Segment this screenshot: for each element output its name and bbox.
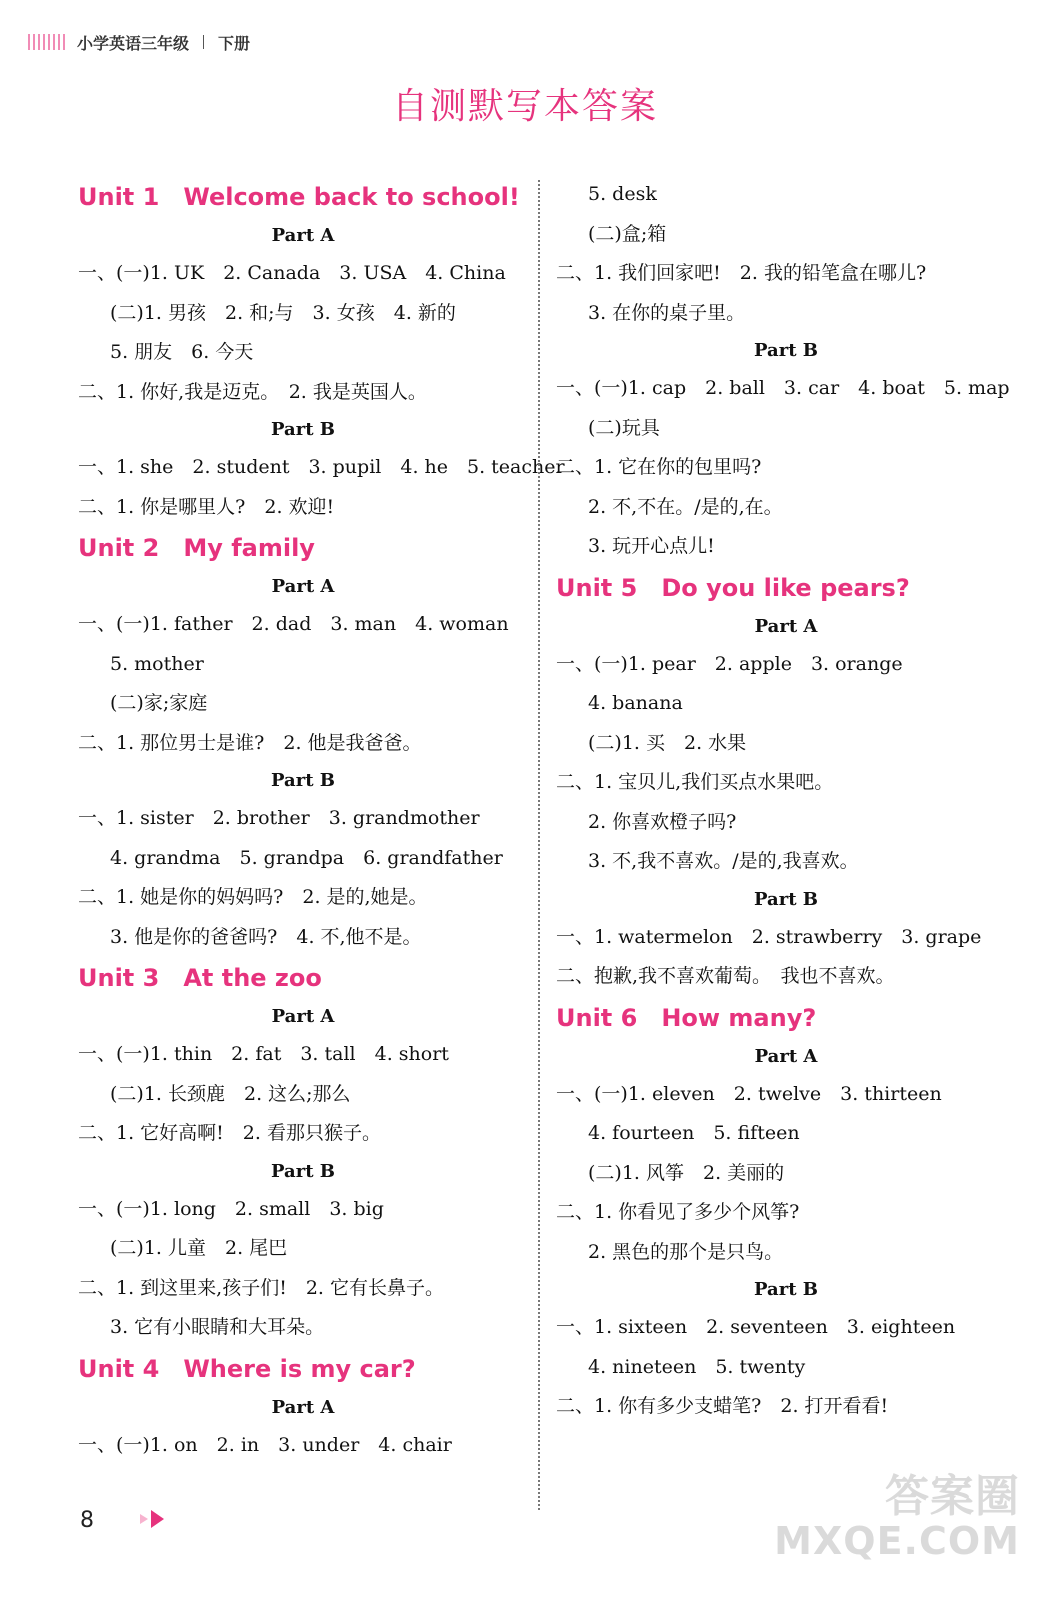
answer-line: 一、(一)1. father 2. dad 3. man 4. woman — [78, 613, 509, 635]
part-heading: Part B — [754, 888, 818, 910]
part-heading: Part B — [271, 770, 335, 791]
answer-line: 一、1. sister 2. brother 3. grandmother — [78, 807, 480, 829]
answer-line: (二)盒;箱 — [588, 222, 667, 245]
answer-line: (二)1. 长颈鹿 2. 这么;那么 — [110, 1082, 351, 1105]
answer-line: (二)1. 风筝 2. 美丽的 — [588, 1161, 785, 1184]
answer-line: 二、1. 到这里来,孩子们! 2. 它有长鼻子。 — [78, 1276, 445, 1299]
answer-line: 二、1. 你有多少支蜡笔? 2. 打开看看! — [556, 1395, 889, 1417]
answer-line: 二、1. 那位男士是谁? 2. 他是我爸爸。 — [78, 731, 422, 754]
part-heading: Part A — [271, 1006, 335, 1027]
answer-line: 一、(一)1. thin 2. fat 3. tall 4. short — [78, 1043, 449, 1065]
part-heading: Part A — [271, 1396, 335, 1418]
watermark — [774, 1471, 1020, 1563]
column-divider — [538, 180, 540, 1510]
answer-line: 二、1. 它在你的包里吗? — [556, 456, 762, 478]
unit-heading: Unit 2 My family — [78, 534, 315, 562]
book-volume: 下册 — [218, 33, 251, 53]
answer-line: 二、1. 你看见了多少个风筝? — [556, 1201, 800, 1223]
answer-line: 5. desk — [588, 183, 657, 205]
answer-line: 3. 在你的桌子里。 — [588, 301, 746, 324]
part-heading: Part A — [754, 615, 818, 637]
answer-line: 2. 你喜欢橙子吗? — [588, 810, 737, 833]
part-heading: Part A — [754, 1045, 818, 1067]
answer-line: 一、1. watermelon 2. strawberry 3. grape — [556, 925, 982, 948]
part-heading: Part B — [271, 1160, 335, 1182]
answer-line: 5. 朋友 6. 今天 — [110, 341, 254, 363]
header-separator — [203, 35, 204, 49]
answer-line: 2. 不,不在。/是的,在。 — [588, 495, 783, 518]
answer-line: (二)1. 买 2. 水果 — [588, 731, 747, 754]
answer-line: 4. fourteen 5. fifteen — [588, 1122, 800, 1144]
answer-line: 一、(一)1. eleven 2. twelve 3. thirteen — [556, 1082, 942, 1105]
answer-line: 二、1. 它好高啊! 2. 看那只猴子。 — [78, 1122, 381, 1144]
arrow-icon — [140, 1510, 164, 1528]
left-column — [78, 176, 565, 1465]
answer-line: 一、(一)1. pear 2. apple 3. orange — [556, 652, 903, 675]
answer-line: (二)家;家庭 — [110, 692, 208, 714]
page-number: 8 — [80, 1508, 94, 1533]
answer-line: 3. 不,我不喜欢。/是的,我喜欢。 — [588, 850, 859, 872]
watermark-line2: MXQE.COM — [774, 1519, 1020, 1563]
answer-line: 二、1. 宝贝儿,我们买点水果吧。 — [556, 771, 834, 793]
answer-line: 4. nineteen 5. twenty — [588, 1355, 806, 1378]
answer-line: (二)1. 男孩 2. 和;与 3. 女孩 4. 新的 — [110, 301, 456, 324]
unit-heading: Unit 6 How many? — [556, 1003, 817, 1032]
answer-line: (二)1. 儿童 2. 尾巴 — [110, 1237, 288, 1259]
answer-line: 一、(一)1. cap 2. ball 3. car 4. boat 5. map — [556, 377, 1010, 399]
page-header — [28, 30, 250, 54]
part-heading: Part B — [754, 340, 818, 361]
answer-line: (二)玩具 — [588, 416, 660, 439]
answer-line: 5. mother — [110, 652, 204, 675]
answer-line: 4. banana — [588, 692, 683, 714]
answer-line: 一、(一)1. long 2. small 3. big — [78, 1197, 384, 1220]
watermark-line1: 答案圈 — [885, 1471, 1020, 1522]
unit-heading: Unit 3 At the zoo — [78, 964, 322, 992]
answer-line: 4. grandma 5. grandpa 6. grandfather — [110, 846, 503, 869]
unit-heading: Unit 4 Where is my car? — [78, 1354, 416, 1383]
unit-heading: Unit 5 Do you like pears? — [556, 573, 910, 602]
answer-line: 2. 黑色的那个是只鸟。 — [588, 1240, 784, 1263]
answer-line: 二、1. 我们回家吧! 2. 我的铅笔盒在哪儿? — [556, 262, 927, 284]
answer-line: 二、抱歉,我不喜欢葡萄。 我也不喜欢。 — [556, 965, 895, 987]
answer-line: 二、1. 你好,我是迈克。 2. 我是英国人。 — [78, 380, 427, 403]
part-heading: Part A — [271, 576, 335, 597]
answer-line: 3. 它有小眼睛和大耳朵。 — [110, 1316, 325, 1338]
answer-line: 二、1. 你是哪里人? 2. 欢迎! — [78, 495, 335, 518]
unit-heading: Unit 1 Welcome back to school! — [78, 183, 520, 211]
answer-line: 一、1. she 2. student 3. pupil 4. he 5. teacher — [78, 456, 565, 478]
answer-line: 一、1. sixteen 2. seventeen 3. eighteen — [556, 1316, 956, 1338]
header-stripes-decoration — [28, 34, 65, 50]
book-title: 小学英语三年级 — [77, 33, 190, 53]
answer-line: 一、(一)1. on 2. in 3. under 4. chair — [78, 1433, 452, 1456]
right-column — [556, 175, 1016, 1427]
answer-line: 二、1. 她是你的妈妈吗? 2. 是的,她是。 — [78, 886, 428, 908]
answer-line: 3. 他是你的爸爸吗? 4. 不,他不是。 — [110, 925, 422, 948]
answer-line: 3. 玩开心点儿! — [588, 535, 715, 557]
answer-line: 一、(一)1. UK 2. Canada 3. USA 4. China — [78, 262, 506, 284]
part-heading: Part B — [271, 419, 335, 440]
part-heading: Part A — [271, 225, 335, 246]
part-heading: Part B — [754, 1279, 818, 1300]
page-title: 自测默写本答案 — [391, 86, 658, 127]
